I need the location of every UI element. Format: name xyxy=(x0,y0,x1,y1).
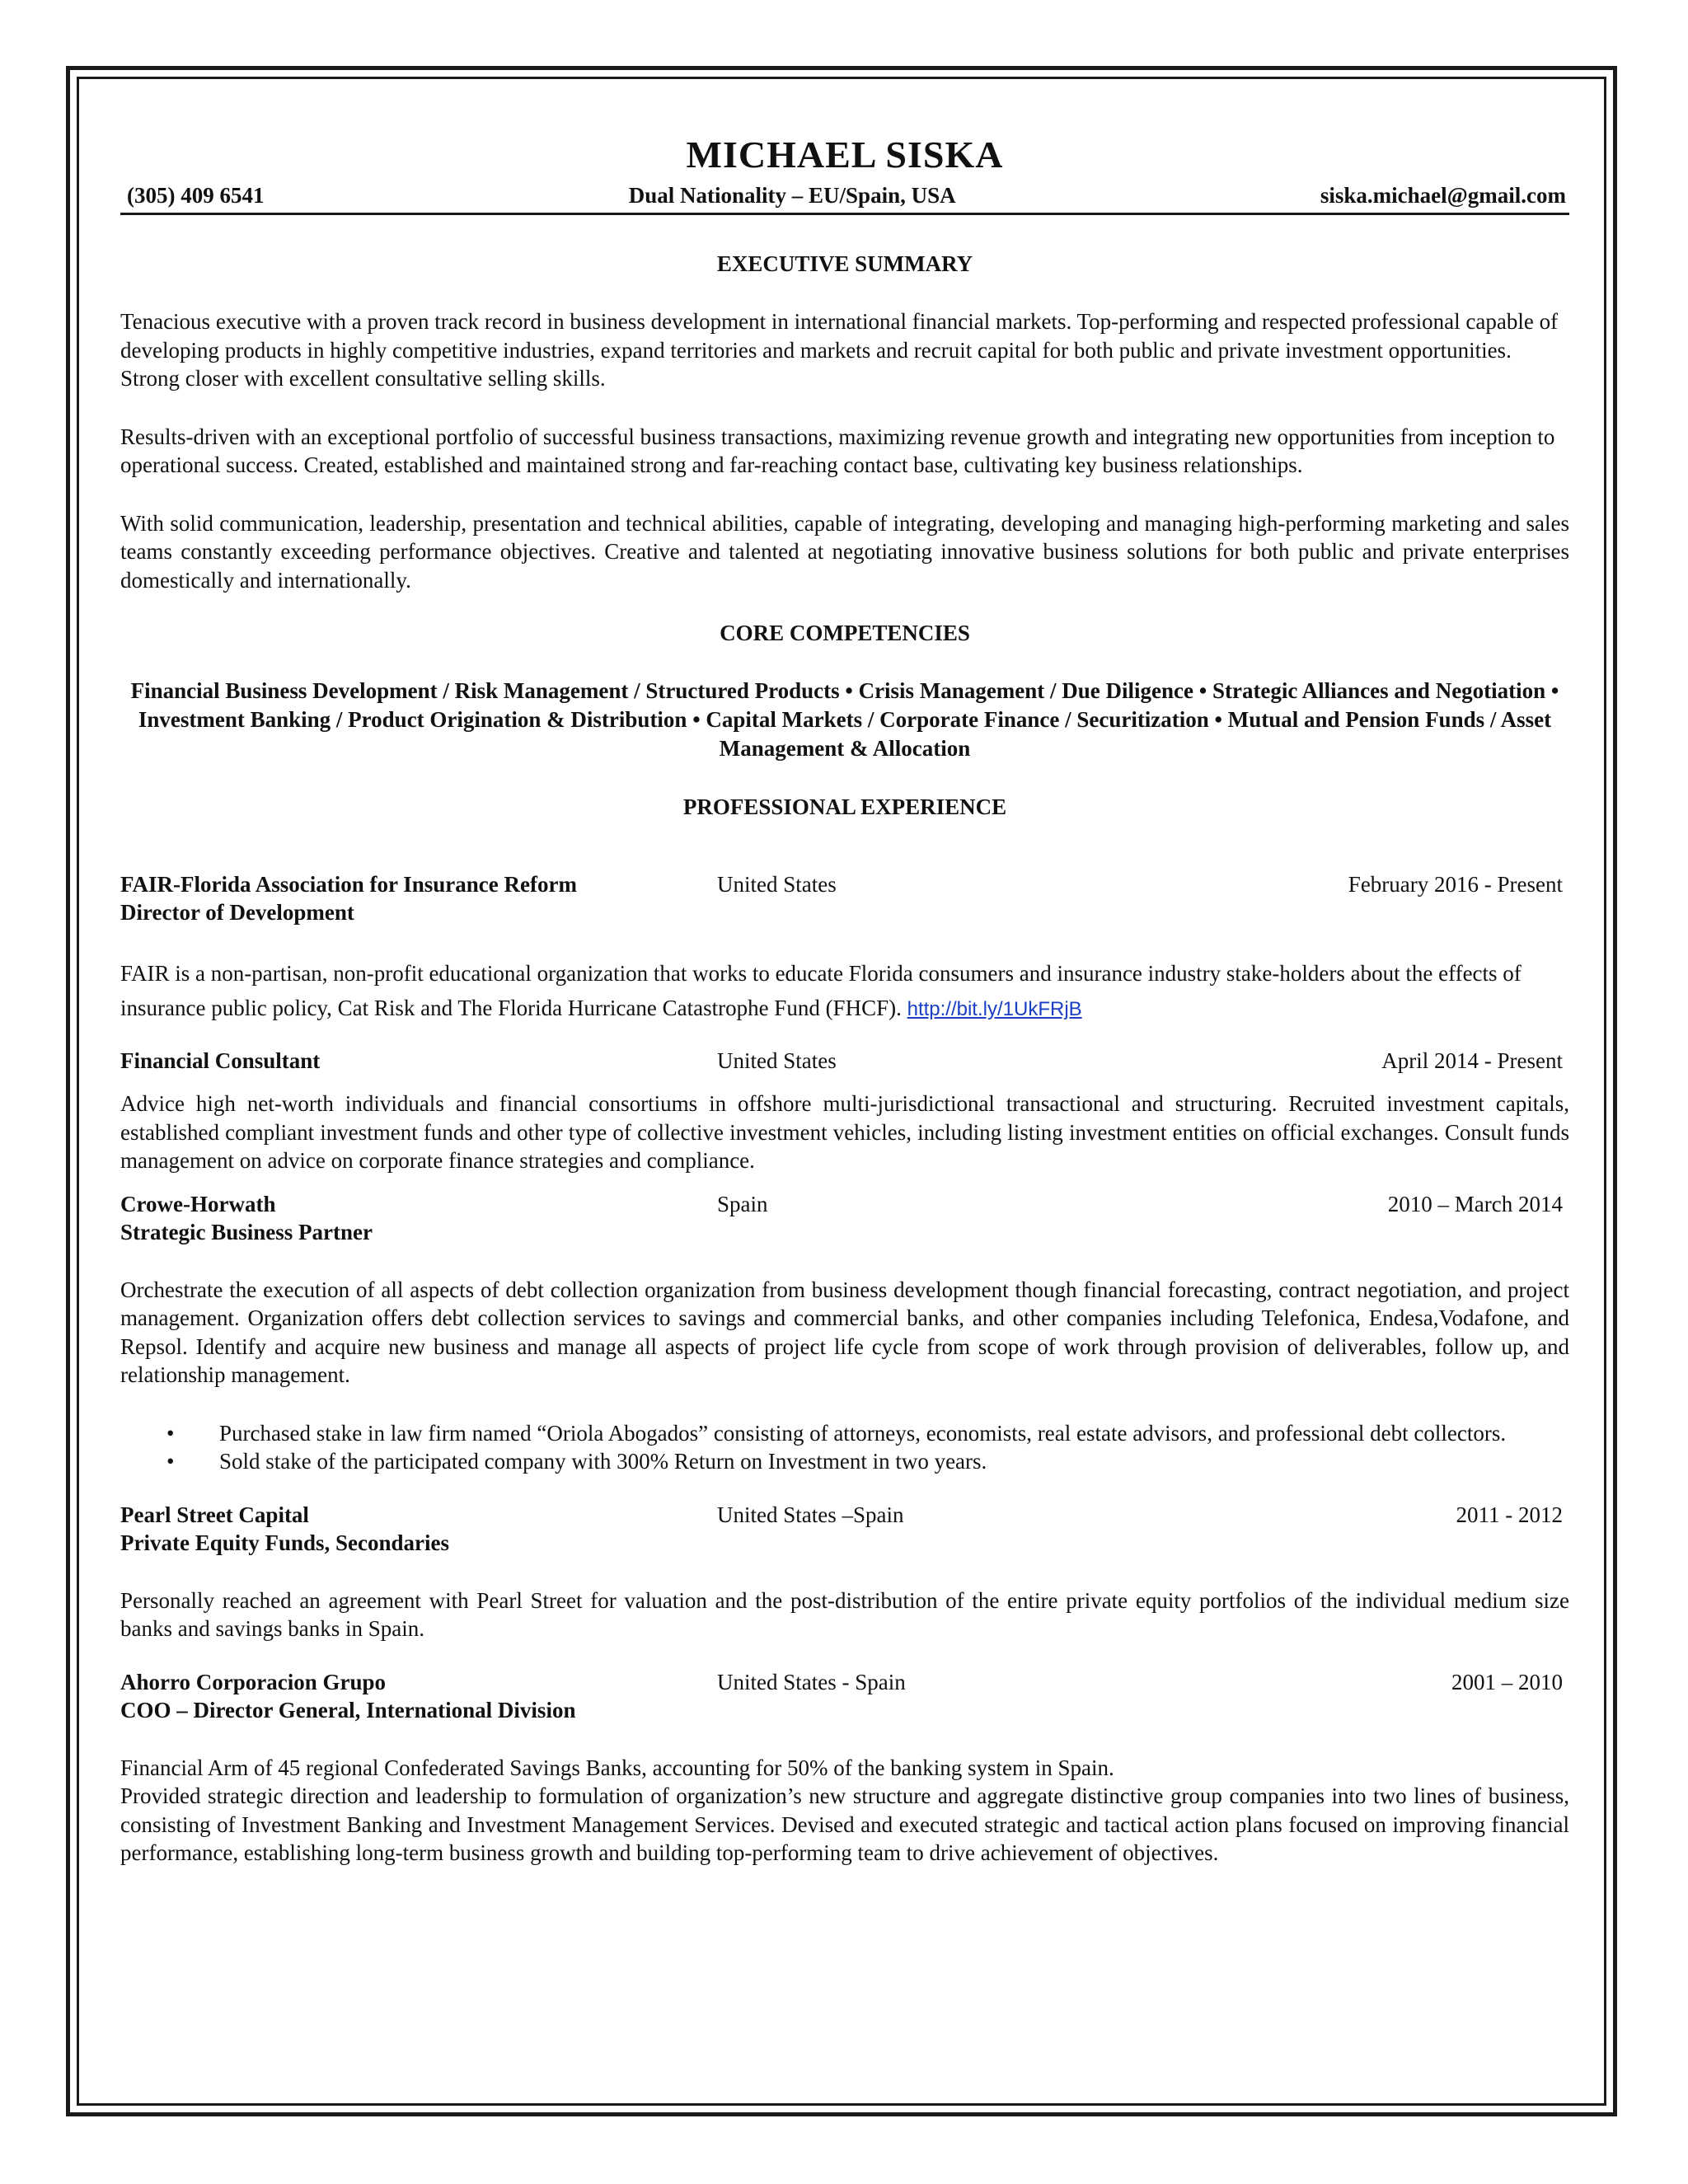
section-title-professional-experience: PROFESSIONAL EXPERIENCE xyxy=(682,794,1007,819)
job-title: Director of Development xyxy=(120,900,354,925)
bullet-icon: • xyxy=(166,1420,175,1446)
job-description xyxy=(120,956,1569,1027)
job-header xyxy=(120,1047,1569,1075)
job-dates: 2010 – March 2014 xyxy=(1387,1191,1563,1216)
job-dates: 2011 - 2012 xyxy=(1456,1502,1563,1527)
job-description: Personally reached an agreement with Pearl Street for valuation and the post-distribution of the entire private equity portfolios of the individual medium size banks and savings banks in Spain. xyxy=(120,1587,1569,1641)
job-location: United States –Spain xyxy=(717,1502,904,1527)
job-description-text: FAIR is a non-partisan, non-profit educational organization that works to educate Florida consumers and insurance industry stake-holders about the effects of insurance public policy, Cat Risk and The Florida Hurricane Catastrophe Fund (FHCF). xyxy=(120,961,1522,1020)
job-location: United States xyxy=(717,1048,837,1073)
achievement-list xyxy=(120,1419,1569,1476)
fair-link[interactable]: http://bit.ly/1UkFRjB xyxy=(907,998,1082,1020)
job-header xyxy=(120,870,1569,898)
job-location: Spain xyxy=(717,1191,768,1216)
job-title: Private Equity Funds, Secondaries xyxy=(120,1530,450,1555)
summary-paragraph: With solid communication, leadership, presentation and technical abilities, capable of integrating, developing and managing high-performing marketing and sales teams constantly exceeding performance objectives. Creative and talented at negotiating innovative business solutions for both public and private enterprises domestically and internationally. xyxy=(120,510,1569,593)
phone-number: (305) 409 6541 xyxy=(127,183,265,208)
job-organization: Financial Consultant xyxy=(120,1048,321,1073)
resume-page xyxy=(120,132,1569,1868)
job-location: United States xyxy=(717,872,837,897)
bullet-icon: • xyxy=(166,1449,175,1474)
job-location: United States - Spain xyxy=(717,1669,906,1694)
job-organization: Ahorro Corporacion Grupo xyxy=(120,1669,386,1694)
job-description: Financial Arm of 45 regional Confederated Savings Banks, accounting for 50% of the banking system in Spain. xyxy=(120,1755,1114,1780)
list-item xyxy=(120,1447,1569,1476)
job-dates: February 2016 - Present xyxy=(1348,872,1563,897)
achievement-text: Purchased stake in law firm named “Oriola Abogados” consisting of attorneys, economists, real estate advisors, and professional debt collectors. xyxy=(219,1420,1507,1446)
job-organization: Crowe-Horwath xyxy=(120,1191,276,1216)
job-header xyxy=(120,1501,1569,1529)
achievement-text: Sold stake of the participated company with 300% Return on Investment in two years. xyxy=(219,1449,987,1474)
job-dates: 2001 – 2010 xyxy=(1451,1669,1563,1694)
job-title: COO – Director General, International Division xyxy=(120,1697,576,1722)
job-organization: Pearl Street Capital xyxy=(120,1502,309,1527)
job-description: Advice high net-worth individuals and financial consortiums in offshore multi-jurisdictional transactional and structuring. Recruited investment capitals, established compliant investment funds and other type of collective investment vehicles, including listing investment entities on official exchanges. Consult funds management on advice on corporate finance strategies and compliance. xyxy=(120,1091,1569,1173)
section-title-core-competencies: CORE COMPETENCIES xyxy=(720,621,970,645)
job-header xyxy=(120,1668,1569,1696)
job-header xyxy=(120,1190,1569,1218)
nationality: Dual Nationality – EU/Spain, USA xyxy=(628,183,956,208)
job-description: Orchestrate the execution of all aspects of debt collection organization from business development though financial forecasting, contract negotiation, and project management. Organization offers debt collection services to savings and commercial banks, and other companies including Telefonica, Endesa,Vodafone, and Repsol. Identify and acquire new business and manage all aspects of project life cycle from scope of work through provision of deliverables, follow up, and relationship management. xyxy=(120,1277,1569,1387)
summary-paragraph: Tenacious executive with a proven track record in business development in international financial markets. Top-performing and respected professional capable of developing products in highly competitive industries, expand territories and markets and recruit capital for both public and private investment opportunities. Strong closer with excellent consultative selling skills. xyxy=(120,309,1559,391)
email-address: siska.michael@gmail.com xyxy=(1320,183,1566,208)
section-title-executive-summary: EXECUTIVE SUMMARY xyxy=(716,251,973,276)
summary-paragraph: Results-driven with an exceptional portfolio of successful business transactions, maximizing revenue growth and integrating new opportunities from inception to operational success. Created, established and maintained strong and far-reaching contact base, cultivating key business relationships. xyxy=(120,424,1555,477)
job-description: Provided strategic direction and leadership to formulation of organization’s new structure and aggregate distinctive group companies into two lines of business, consisting of Investment Banking and Investment Management Services. Devised and executed strategic and tactical action plans focused on improving financial performance, establishing long-term business growth and building top-performing team to drive achievement of objectives. xyxy=(120,1783,1569,1865)
job-dates: April 2014 - Present xyxy=(1381,1048,1563,1073)
job-organization: FAIR-Florida Association for Insurance Reform xyxy=(120,872,577,897)
job-title: Strategic Business Partner xyxy=(120,1219,373,1244)
candidate-name: MICHAEL SISKA xyxy=(686,134,1004,176)
list-item xyxy=(120,1419,1569,1448)
core-competencies-list: Financial Business Development / Risk Management / Structured Products • Crisis Management / Due Diligence • Strategic Alliances and Negotiation • Investment Banking / Product Origination & Distribution • Capital Markets / Corporate Finance / Securitization • Mutual and Pension Funds / Asset Management & Allocation xyxy=(130,678,1559,761)
contact-bar xyxy=(120,181,1569,215)
